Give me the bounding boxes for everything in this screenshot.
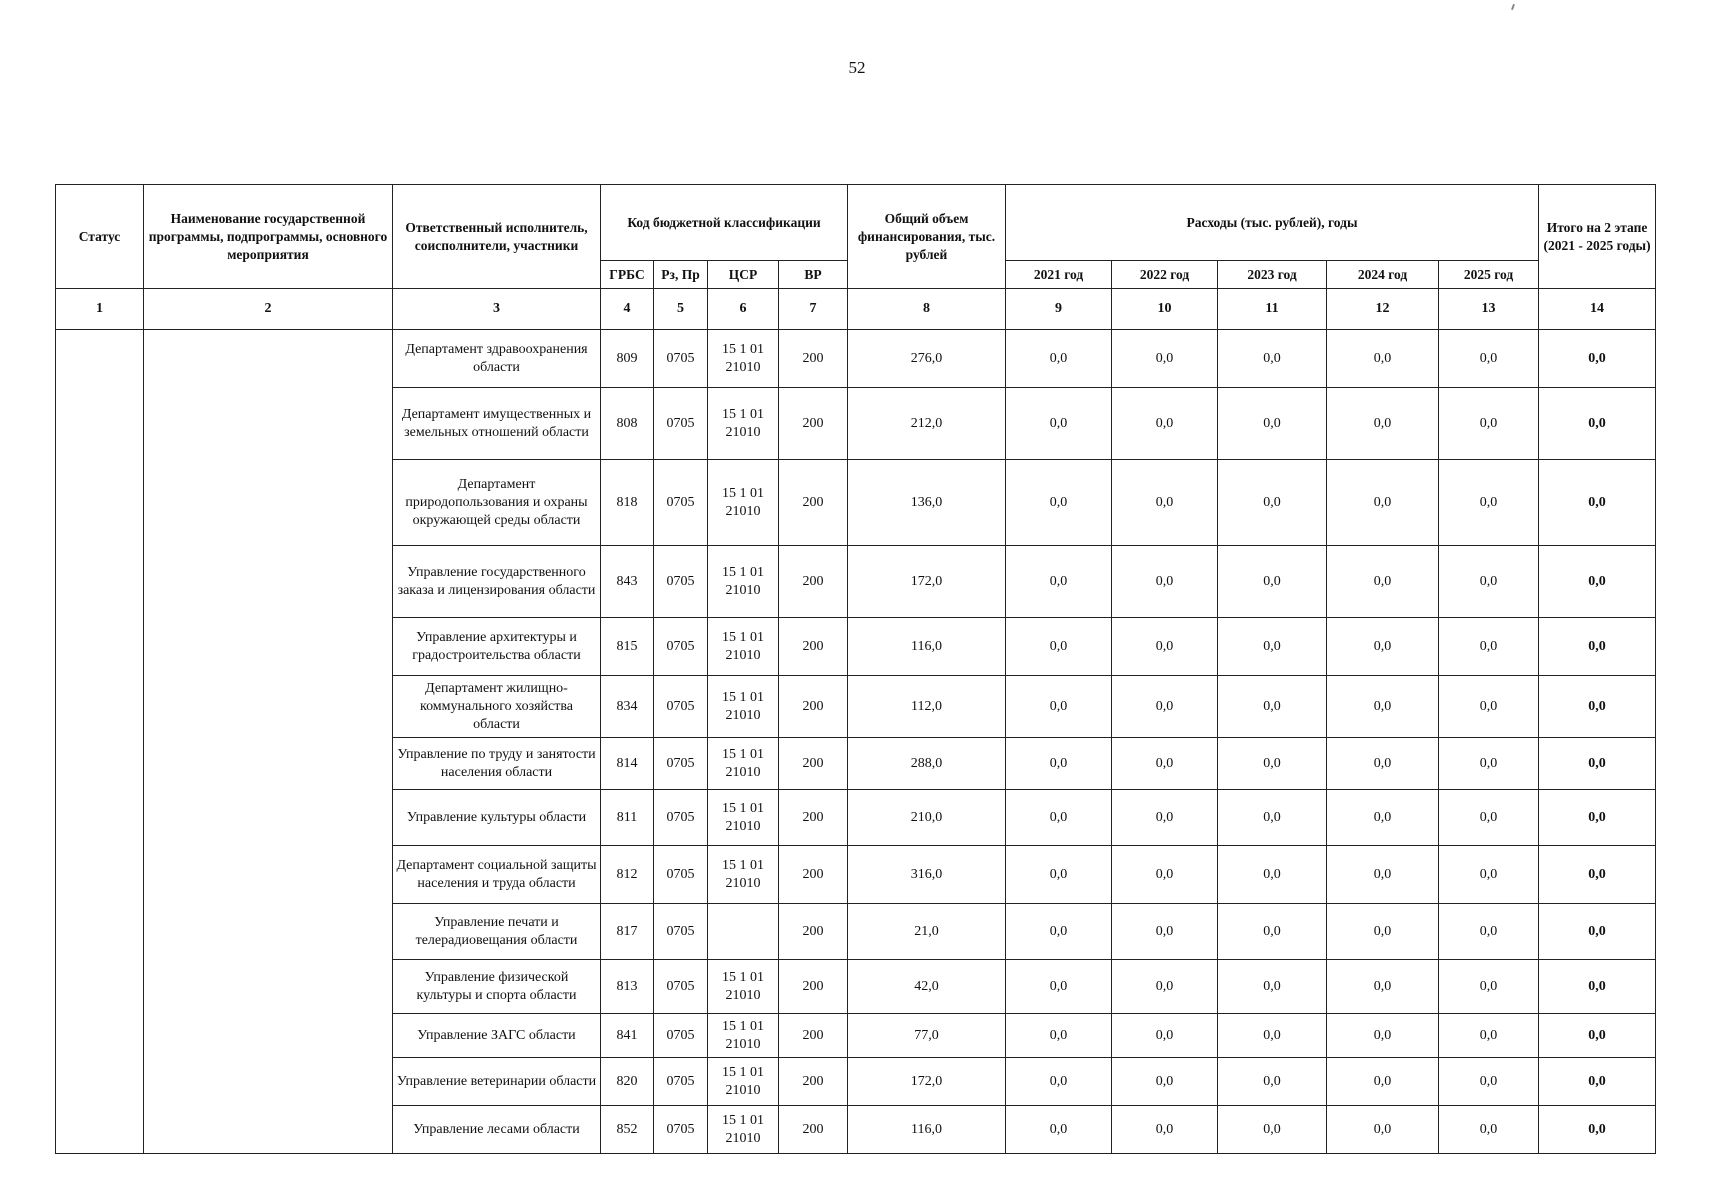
grbs-cell: 813 <box>601 960 654 1014</box>
year-2023-cell: 0,0 <box>1218 790 1327 846</box>
year-2024-cell: 0,0 <box>1327 790 1439 846</box>
year-2021-cell: 0,0 <box>1006 738 1112 790</box>
executor-cell: Департамент природопользования и охраны окружающей среды области <box>393 460 601 546</box>
header-total-volume: Общий объем финансирования, тыс. рублей <box>848 185 1006 289</box>
vr-cell: 200 <box>779 618 848 676</box>
year-2022-cell: 0,0 <box>1112 388 1218 460</box>
year-2022-cell: 0,0 <box>1112 904 1218 960</box>
stage-total-cell: 0,0 <box>1539 546 1656 618</box>
csr-cell: 15 1 01 21010 <box>708 676 779 738</box>
year-2023-cell: 0,0 <box>1218 960 1327 1014</box>
total-volume-cell: 212,0 <box>848 388 1006 460</box>
vr-cell: 200 <box>779 846 848 904</box>
grbs-cell: 815 <box>601 618 654 676</box>
executor-cell: Управление архитектуры и градостроительства области <box>393 618 601 676</box>
header-year-2022: 2022 год <box>1112 261 1218 289</box>
year-2023-cell: 0,0 <box>1218 676 1327 738</box>
year-2024-cell: 0,0 <box>1327 1106 1439 1154</box>
total-volume-cell: 77,0 <box>848 1014 1006 1058</box>
header-vr: ВР <box>779 261 848 289</box>
year-2023-cell: 0,0 <box>1218 460 1327 546</box>
grbs-cell: 843 <box>601 546 654 618</box>
year-2022-cell: 0,0 <box>1112 790 1218 846</box>
csr-cell: 15 1 01 21010 <box>708 738 779 790</box>
rzpr-cell: 0705 <box>654 960 708 1014</box>
rzpr-cell: 0705 <box>654 460 708 546</box>
stage-total-cell: 0,0 <box>1539 388 1656 460</box>
vr-cell: 200 <box>779 460 848 546</box>
stage-total-cell: 0,0 <box>1539 790 1656 846</box>
stage-total-cell: 0,0 <box>1539 460 1656 546</box>
year-2024-cell: 0,0 <box>1327 1058 1439 1106</box>
year-2025-cell: 0,0 <box>1439 960 1539 1014</box>
year-2021-cell: 0,0 <box>1006 546 1112 618</box>
rzpr-cell: 0705 <box>654 676 708 738</box>
year-2021-cell: 0,0 <box>1006 388 1112 460</box>
stage-total-cell: 0,0 <box>1539 618 1656 676</box>
total-volume-cell: 210,0 <box>848 790 1006 846</box>
year-2025-cell: 0,0 <box>1439 904 1539 960</box>
stage-total-cell: 0,0 <box>1539 904 1656 960</box>
header-year-2025: 2025 год <box>1439 261 1539 289</box>
header-executor: Ответственный исполнитель, соисполнители, участники <box>393 185 601 289</box>
grbs-cell: 841 <box>601 1014 654 1058</box>
year-2024-cell: 0,0 <box>1327 960 1439 1014</box>
year-2024-cell: 0,0 <box>1327 846 1439 904</box>
csr-cell: 15 1 01 21010 <box>708 960 779 1014</box>
stage-total-cell: 0,0 <box>1539 1014 1656 1058</box>
vr-cell: 200 <box>779 904 848 960</box>
rzpr-cell: 0705 <box>654 904 708 960</box>
year-2023-cell: 0,0 <box>1218 618 1327 676</box>
year-2023-cell: 0,0 <box>1218 330 1327 388</box>
year-2022-cell: 0,0 <box>1112 846 1218 904</box>
total-volume-cell: 116,0 <box>848 618 1006 676</box>
year-2025-cell: 0,0 <box>1439 738 1539 790</box>
header-budget-code: Код бюджетной классификации <box>601 185 848 261</box>
executor-cell: Департамент жилищно-коммунального хозяйства области <box>393 676 601 738</box>
vr-cell: 200 <box>779 1014 848 1058</box>
year-2021-cell: 0,0 <box>1006 904 1112 960</box>
status-cell <box>56 330 144 1154</box>
grbs-cell: 834 <box>601 676 654 738</box>
rzpr-cell: 0705 <box>654 388 708 460</box>
year-2022-cell: 0,0 <box>1112 460 1218 546</box>
csr-cell: 15 1 01 21010 <box>708 388 779 460</box>
year-2021-cell: 0,0 <box>1006 618 1112 676</box>
csr-cell: 15 1 01 21010 <box>708 618 779 676</box>
header-expenses: Расходы (тыс. рублей), годы <box>1006 185 1539 261</box>
year-2025-cell: 0,0 <box>1439 676 1539 738</box>
stage-total-cell: 0,0 <box>1539 846 1656 904</box>
year-2024-cell: 0,0 <box>1327 388 1439 460</box>
year-2025-cell: 0,0 <box>1439 546 1539 618</box>
vr-cell: 200 <box>779 330 848 388</box>
vr-cell: 200 <box>779 676 848 738</box>
year-2021-cell: 0,0 <box>1006 676 1112 738</box>
rzpr-cell: 0705 <box>654 546 708 618</box>
scan-mark <box>1511 4 1515 10</box>
year-2025-cell: 0,0 <box>1439 1058 1539 1106</box>
grbs-cell: 814 <box>601 738 654 790</box>
total-volume-cell: 276,0 <box>848 330 1006 388</box>
column-number: 11 <box>1218 289 1327 330</box>
column-number: 4 <box>601 289 654 330</box>
year-2023-cell: 0,0 <box>1218 1106 1327 1154</box>
executor-cell: Управление по труду и занятости населения области <box>393 738 601 790</box>
total-volume-cell: 136,0 <box>848 460 1006 546</box>
year-2022-cell: 0,0 <box>1112 618 1218 676</box>
vr-cell: 200 <box>779 790 848 846</box>
column-number: 12 <box>1327 289 1439 330</box>
executor-cell: Департамент социальной защиты населения и труда области <box>393 846 601 904</box>
year-2022-cell: 0,0 <box>1112 1014 1218 1058</box>
year-2024-cell: 0,0 <box>1327 330 1439 388</box>
year-2025-cell: 0,0 <box>1439 460 1539 546</box>
csr-cell: 15 1 01 21010 <box>708 460 779 546</box>
year-2022-cell: 0,0 <box>1112 330 1218 388</box>
header-grbs: ГРБС <box>601 261 654 289</box>
column-number: 8 <box>848 289 1006 330</box>
year-2023-cell: 0,0 <box>1218 1058 1327 1106</box>
year-2024-cell: 0,0 <box>1327 618 1439 676</box>
stage-total-cell: 0,0 <box>1539 1106 1656 1154</box>
year-2023-cell: 0,0 <box>1218 904 1327 960</box>
year-2024-cell: 0,0 <box>1327 676 1439 738</box>
column-number: 13 <box>1439 289 1539 330</box>
csr-cell: 15 1 01 21010 <box>708 1058 779 1106</box>
stage-total-cell: 0,0 <box>1539 676 1656 738</box>
total-volume-cell: 316,0 <box>848 846 1006 904</box>
year-2021-cell: 0,0 <box>1006 1106 1112 1154</box>
total-volume-cell: 172,0 <box>848 546 1006 618</box>
rzpr-cell: 0705 <box>654 330 708 388</box>
vr-cell: 200 <box>779 1058 848 1106</box>
header-csr: ЦСР <box>708 261 779 289</box>
year-2021-cell: 0,0 <box>1006 846 1112 904</box>
grbs-cell: 852 <box>601 1106 654 1154</box>
csr-cell: 15 1 01 21010 <box>708 1014 779 1058</box>
vr-cell: 200 <box>779 738 848 790</box>
column-number: 10 <box>1112 289 1218 330</box>
stage-total-cell: 0,0 <box>1539 960 1656 1014</box>
year-2021-cell: 0,0 <box>1006 330 1112 388</box>
year-2024-cell: 0,0 <box>1327 738 1439 790</box>
executor-cell: Управление ЗАГС области <box>393 1014 601 1058</box>
csr-cell: 15 1 01 21010 <box>708 1106 779 1154</box>
budget-table <box>55 184 1656 1154</box>
vr-cell: 200 <box>779 960 848 1014</box>
year-2022-cell: 0,0 <box>1112 960 1218 1014</box>
rzpr-cell: 0705 <box>654 846 708 904</box>
year-2021-cell: 0,0 <box>1006 790 1112 846</box>
year-2021-cell: 0,0 <box>1006 960 1112 1014</box>
executor-cell: Управление лесами области <box>393 1106 601 1154</box>
stage-total-cell: 0,0 <box>1539 330 1656 388</box>
header-year-2021: 2021 год <box>1006 261 1112 289</box>
column-number: 3 <box>393 289 601 330</box>
year-2025-cell: 0,0 <box>1439 618 1539 676</box>
year-2022-cell: 0,0 <box>1112 1058 1218 1106</box>
total-volume-cell: 112,0 <box>848 676 1006 738</box>
rzpr-cell: 0705 <box>654 1014 708 1058</box>
stage-total-cell: 0,0 <box>1539 1058 1656 1106</box>
vr-cell: 200 <box>779 546 848 618</box>
executor-cell: Управление физической культуры и спорта области <box>393 960 601 1014</box>
year-2022-cell: 0,0 <box>1112 546 1218 618</box>
column-number: 14 <box>1539 289 1656 330</box>
page-number: 52 <box>848 58 866 77</box>
executor-cell: Управление культуры области <box>393 790 601 846</box>
stage-total-cell: 0,0 <box>1539 738 1656 790</box>
column-number-row <box>56 289 1656 330</box>
header-stage-total: Итого на 2 этапе (2021 - 2025 годы) <box>1539 185 1656 289</box>
header-status: Статус <box>56 185 144 289</box>
csr-cell: 15 1 01 21010 <box>708 330 779 388</box>
year-2023-cell: 0,0 <box>1218 738 1327 790</box>
column-number: 6 <box>708 289 779 330</box>
year-2025-cell: 0,0 <box>1439 388 1539 460</box>
header-year-2023: 2023 год <box>1218 261 1327 289</box>
vr-cell: 200 <box>779 388 848 460</box>
column-number: 9 <box>1006 289 1112 330</box>
header-year-2024: 2024 год <box>1327 261 1439 289</box>
year-2025-cell: 0,0 <box>1439 1014 1539 1058</box>
column-number: 1 <box>56 289 144 330</box>
rzpr-cell: 0705 <box>654 1058 708 1106</box>
executor-cell: Департамент имущественных и земельных отношений области <box>393 388 601 460</box>
rzpr-cell: 0705 <box>654 618 708 676</box>
csr-cell: 15 1 01 21010 <box>708 546 779 618</box>
year-2023-cell: 0,0 <box>1218 546 1327 618</box>
year-2023-cell: 0,0 <box>1218 846 1327 904</box>
csr-cell: 15 1 01 21010 <box>708 790 779 846</box>
column-number: 7 <box>779 289 848 330</box>
rzpr-cell: 0705 <box>654 1106 708 1154</box>
executor-cell: Управление ветеринарии области <box>393 1058 601 1106</box>
header-rzpr: Рз, Пр <box>654 261 708 289</box>
year-2022-cell: 0,0 <box>1112 1106 1218 1154</box>
year-2024-cell: 0,0 <box>1327 546 1439 618</box>
year-2024-cell: 0,0 <box>1327 460 1439 546</box>
column-number: 2 <box>144 289 393 330</box>
year-2025-cell: 0,0 <box>1439 846 1539 904</box>
year-2023-cell: 0,0 <box>1218 388 1327 460</box>
total-volume-cell: 288,0 <box>848 738 1006 790</box>
year-2022-cell: 0,0 <box>1112 738 1218 790</box>
year-2023-cell: 0,0 <box>1218 1014 1327 1058</box>
executor-cell: Управление государственного заказа и лицензирования области <box>393 546 601 618</box>
executor-cell: Департамент здравоохранения области <box>393 330 601 388</box>
rzpr-cell: 0705 <box>654 790 708 846</box>
grbs-cell: 811 <box>601 790 654 846</box>
vr-cell: 200 <box>779 1106 848 1154</box>
year-2025-cell: 0,0 <box>1439 330 1539 388</box>
year-2021-cell: 0,0 <box>1006 460 1112 546</box>
grbs-cell: 818 <box>601 460 654 546</box>
year-2021-cell: 0,0 <box>1006 1058 1112 1106</box>
total-volume-cell: 21,0 <box>848 904 1006 960</box>
total-volume-cell: 172,0 <box>848 1058 1006 1106</box>
year-2025-cell: 0,0 <box>1439 1106 1539 1154</box>
table-row <box>56 330 1656 388</box>
rzpr-cell: 0705 <box>654 738 708 790</box>
total-volume-cell: 116,0 <box>848 1106 1006 1154</box>
total-volume-cell: 42,0 <box>848 960 1006 1014</box>
year-2022-cell: 0,0 <box>1112 676 1218 738</box>
column-number: 5 <box>654 289 708 330</box>
year-2024-cell: 0,0 <box>1327 1014 1439 1058</box>
executor-cell: Управление печати и телерадиовещания области <box>393 904 601 960</box>
csr-cell: 15 1 01 21010 <box>708 846 779 904</box>
grbs-cell: 809 <box>601 330 654 388</box>
csr-cell <box>708 904 779 960</box>
grbs-cell: 820 <box>601 1058 654 1106</box>
program-name-cell <box>144 330 393 1154</box>
grbs-cell: 812 <box>601 846 654 904</box>
year-2025-cell: 0,0 <box>1439 790 1539 846</box>
year-2021-cell: 0,0 <box>1006 1014 1112 1058</box>
grbs-cell: 817 <box>601 904 654 960</box>
header-program-name: Наименование государственной программы, подпрограммы, основного мероприятия <box>144 185 393 289</box>
grbs-cell: 808 <box>601 388 654 460</box>
year-2024-cell: 0,0 <box>1327 904 1439 960</box>
